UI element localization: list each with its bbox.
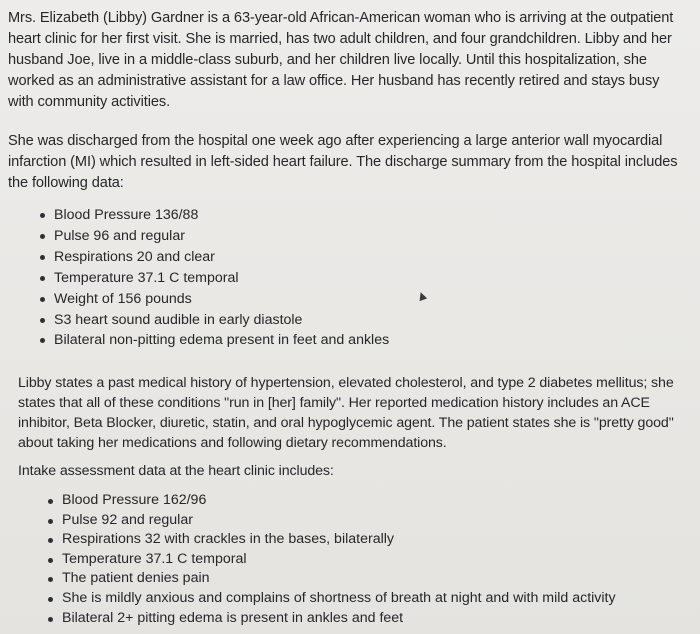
list-item: Weight of 156 pounds — [40, 289, 640, 310]
discharge-data-list — [40, 205, 640, 351]
discharge-intro-paragraph: She was discharged from the hospital one week ago after experiencing a large anterior wall myocardial infarction (MI) which resulted in left-sided heart failure. The discharge summary from the hospital includes the following data: — [8, 133, 678, 191]
list-item: Bilateral non-pitting edema present in feet and ankles — [40, 330, 640, 351]
list-item: Temperature 37.1 C temporal — [40, 268, 640, 289]
list-item: Blood Pressure 136/88 — [40, 205, 640, 226]
list-item: She is mildly anxious and complains of shortness of breath at night and with mild activity — [48, 589, 668, 609]
list-item: Respirations 20 and clear — [40, 247, 640, 268]
case-intro-paragraph: Mrs. Elizabeth (Libby) Gardner is a 63-year-old African-American woman who is arriving at the outpatient heart clinic for her first visit. She is married, has two adult children, and four grandchildren. Libby and her husband Joe, live in a middle-class suburb, and her children live locally. Until this hospitalization, she worked as an administrative assistant for a law office. Her husband has recently retired and stays busy with community activities. — [8, 10, 674, 110]
list-item: Blood Pressure 162/96 — [48, 491, 668, 511]
intake-data-list — [48, 491, 668, 628]
list-item: Respirations 32 with crackles in the bases, bilaterally — [48, 530, 668, 550]
list-item: Bilateral 2+ pitting edema is present in ankles and feet — [48, 609, 668, 629]
medical-history-paragraph: Libby states a past medical history of hypertension, elevated cholesterol, and type 2 diabetes mellitus; she states that all of these conditions "run in [her] family". Her reported medication history includes an ACE inhibitor, Beta Blocker, diuretic, statin, and oral hypoglycemic agent. The patient states she is "pretty good" about taking her medications and following dietary recommendations. — [18, 375, 674, 451]
list-item: The patient denies pain — [48, 569, 668, 589]
intake-intro-paragraph: Intake assessment data at the heart clinic includes: — [18, 463, 334, 479]
list-item: Pulse 92 and regular — [48, 511, 668, 531]
list-item: Temperature 37.1 C temporal — [48, 550, 668, 570]
list-item: Pulse 96 and regular — [40, 226, 640, 247]
list-item: S3 heart sound audible in early diastole — [40, 310, 640, 331]
